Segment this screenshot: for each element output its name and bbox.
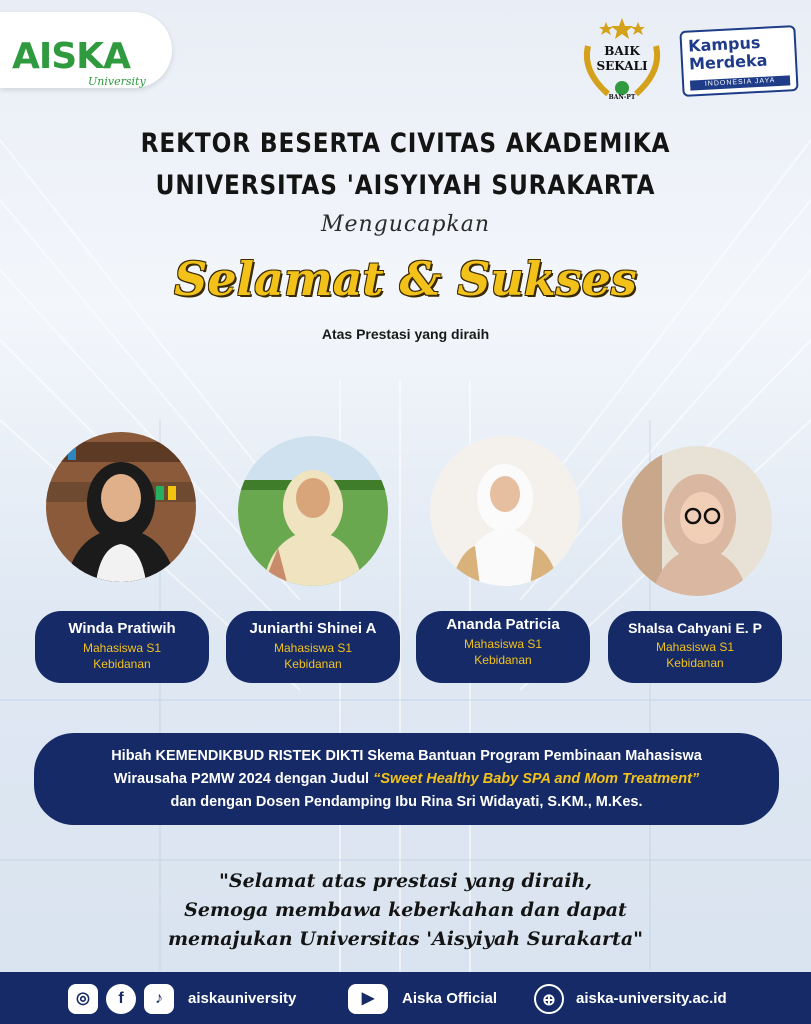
student-card-2: [226, 611, 400, 683]
accreditation-badge: [578, 16, 666, 102]
selamat-sukses-heading: Selamat & Sukses: [174, 252, 637, 306]
atas-prestasi-text: Atas Prestasi yang diraih: [321, 326, 490, 342]
hibah-line2: [34, 768, 779, 791]
hibah-line2-pre: Wirausaha P2MW 2024 dengan Judul: [113, 771, 374, 787]
student-card-4: [608, 611, 782, 683]
student-photo-3: [430, 436, 580, 586]
student-dept: Kebidanan: [284, 657, 342, 671]
hibah-title-highlight: “Sweet Healthy Baby SPA and Mom Treatment”: [373, 771, 700, 787]
globe-icon[interactable]: ⊕: [534, 984, 564, 1014]
student-dept: Kebidanan: [93, 657, 151, 671]
student-photo-1: [46, 432, 196, 582]
student-dept: Kebidanan: [666, 656, 724, 670]
footer-bar: [0, 972, 811, 1024]
youtube-channel-link[interactable]: Aiska Official: [402, 990, 498, 1007]
student-name: Shalsa Cahyani E. P: [628, 620, 762, 636]
kampus-merdeka-logo: [679, 25, 798, 97]
student-card-1: [35, 611, 209, 683]
hibah-line1: Hibah KEMENDIKBUD RISTEK DIKTI Skema Bantuan Program Pembinaan Mahasiswa: [111, 748, 702, 764]
kampus-line2: Merdeka: [688, 50, 768, 74]
quote-line2: Semoga membawa keberkahan dan dapat: [184, 899, 627, 921]
student-photo-4: [622, 446, 772, 596]
title-line2: UNIVERSITAS 'AISYIYAH SURAKARTA: [155, 170, 656, 201]
tiktok-icon[interactable]: ♪: [144, 984, 174, 1014]
youtube-icon[interactable]: ▶: [348, 984, 388, 1014]
logo-container: [0, 12, 172, 88]
website-link[interactable]: aiska-university.ac.id: [576, 990, 727, 1007]
instagram-icon[interactable]: ◎: [68, 984, 98, 1014]
student-card-3: [416, 611, 590, 683]
student-name: Ananda Patricia: [446, 616, 560, 633]
kampus-line1: Kampus: [687, 32, 761, 56]
social-handle-link[interactable]: aiskauniversity: [188, 990, 297, 1007]
hibah-description: [34, 733, 779, 825]
student-program: Mahasiswa S1: [463, 637, 543, 651]
student-name: Winda Pratiwih: [68, 620, 176, 637]
student-program: Mahasiswa S1: [82, 641, 162, 655]
badge-line1: BAIK: [604, 44, 640, 58]
student-dept: Kebidanan: [474, 653, 532, 667]
aiska-logo: AISKA: [12, 36, 130, 77]
facebook-icon[interactable]: f: [106, 984, 136, 1014]
mengucapkan-text: Mengucapkan: [320, 212, 491, 237]
student-program: Mahasiswa S1: [273, 641, 353, 655]
student-photo-2: [238, 436, 388, 586]
student-name: Juniarthi Shinei A: [249, 620, 377, 637]
badge-line2: SEKALI: [596, 59, 648, 73]
aiska-logo-sub: University: [88, 75, 146, 88]
student-program: Mahasiswa S1: [655, 640, 735, 654]
quote-line1: "Selamat atas prestasi yang diraih,: [219, 870, 592, 892]
quote-line3: memajukan Universitas 'Aisyiyah Surakarta": [167, 928, 644, 950]
badge-small: BAN-PT: [608, 94, 636, 101]
hibah-line3: dan dengan Dosen Pendamping Ibu Rina Sri Widayati, S.KM., M.Kes.: [170, 794, 643, 810]
title-line1: REKTOR BESERTA CIVITAS AKADEMIKA: [140, 128, 671, 159]
kampus-line3: INDONESIA JAYA: [690, 75, 790, 90]
